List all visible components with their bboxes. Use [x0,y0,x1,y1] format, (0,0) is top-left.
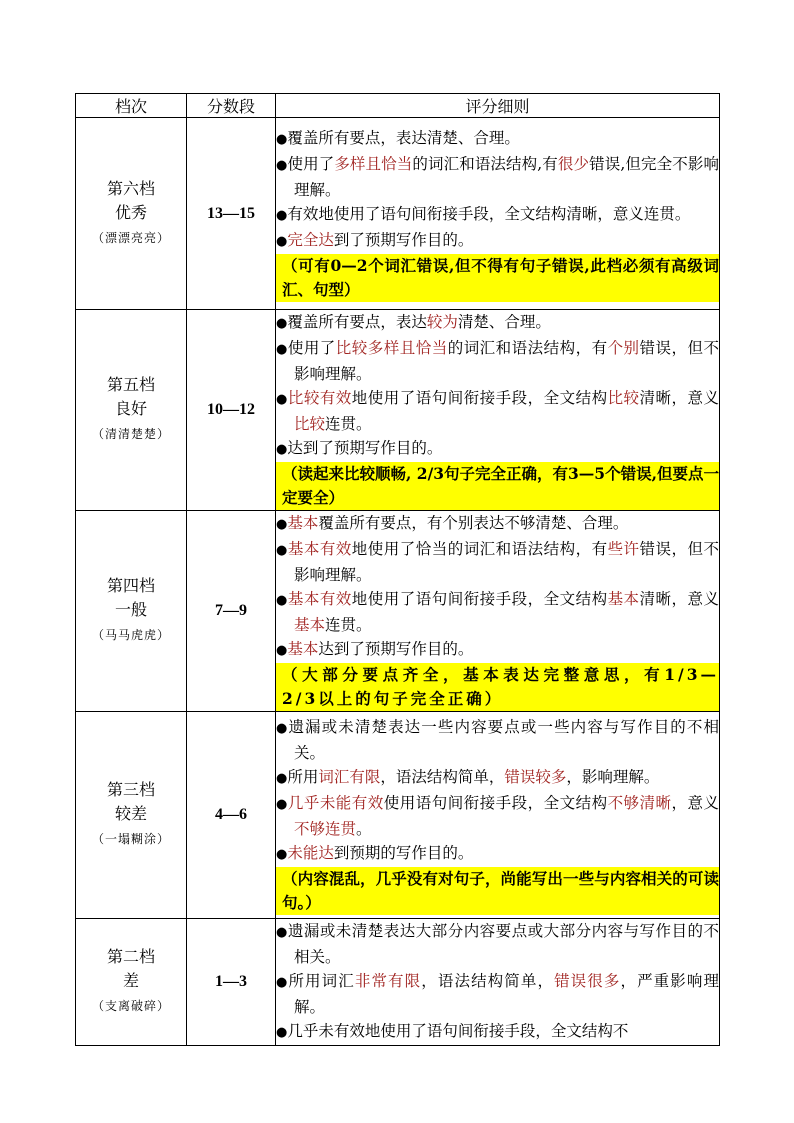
highlighted-phrase: 多样且恰当 [334,154,413,173]
bullet-icon: ● [276,643,288,658]
table-row [76,919,720,1046]
level-cell [76,310,187,511]
level-name: 第四档 [106,576,155,595]
level-name: 第三档 [106,780,155,799]
score-range: 1—3 [187,919,276,1046]
highlighted-phrase: 比较 [607,389,640,407]
criteria-text: 错误，但不影响理解。 [294,540,719,584]
level-name: 第六档 [106,178,155,198]
criteria-text: ，意义 [671,794,719,812]
criteria-text: 连贯。 [325,415,372,433]
level-quality: （漂漂亮亮） [91,230,170,245]
criteria-text: 到预期的写作目的。 [333,844,474,862]
criteria-text: 覆盖所有要点，表达清楚、合理。 [287,128,520,147]
criteria-cell [276,310,720,511]
table-row [76,712,720,919]
table-row [76,511,720,712]
criteria-item [276,587,719,637]
bullet-icon: ● [276,316,288,331]
highlighted-phrase: 错误很多 [554,972,621,990]
criteria-item [276,537,719,587]
criteria-item [276,152,719,202]
level-label: 一般 [114,600,147,619]
bullet-icon: ● [276,975,289,990]
criteria-item [276,386,719,436]
header-level: 档次 [76,94,187,118]
highlighted-phrase: 很少 [557,154,590,173]
criteria-item [276,436,719,462]
highlighted-phrase: 些许 [607,540,640,558]
criteria-text: 地使用了语句间衔接手段，全文结构 [351,389,608,407]
criteria-item [276,202,719,228]
bullet-icon: ● [276,131,288,147]
criteria-text: 遗漏或未清楚表达一些内容要点或一些内容与写作目的不相关。 [288,718,719,762]
score-range: 10—12 [187,310,276,511]
criteria-text: ，严重影响理解。 [294,972,719,1016]
criteria-cell [276,712,720,919]
criteria-text: 有效地使用了语句间衔接手段，全文结构清晰，意义连贯。 [287,204,691,223]
bullet-icon: ● [276,157,288,173]
criteria-cell [276,118,720,310]
criteria-item [276,715,719,765]
criteria-item [276,919,719,969]
table-row [76,310,720,511]
grading-note: （内容混乱，几乎没有对句子，尚能写出一些与内容相关的可读句。） [276,867,719,915]
highlighted-phrase: 比较多样且恰当 [335,339,448,357]
highlighted-phrase: 基本有效 [287,590,352,608]
highlighted-phrase: 词汇有限 [318,768,381,786]
criteria-item [276,126,719,152]
highlighted-phrase: 基本 [607,590,640,608]
criteria-text: ，语法结构简单， [380,768,505,786]
level-quality: （支离破碎） [91,999,170,1013]
criteria-text: 使用了 [287,339,336,357]
criteria-text: 清楚、合理。 [457,313,551,331]
criteria-text: 所用词汇 [288,972,355,990]
criteria-text: 错误,但完全不影响理解。 [294,154,719,199]
criteria-text: 覆盖所有要点，有个别表达不够清楚、合理。 [318,514,629,532]
highlighted-phrase: 非常有限 [354,972,422,990]
highlighted-phrase: 几乎未能有效 [287,794,384,812]
criteria-cell [276,511,720,712]
bullet-icon: ● [276,721,289,736]
criteria-item [276,336,719,386]
criteria-text: 地使用了语句间衔接手段，全文结构 [351,590,608,608]
bullet-icon: ● [276,543,288,558]
criteria-text: 所用 [287,768,319,786]
bullet-icon: ● [276,442,288,457]
criteria-text: ，语法结构简单， [421,972,555,990]
criteria-text: 的词汇和语法结构，有 [447,339,608,357]
bullet-icon: ● [276,771,288,786]
criteria-item [276,228,719,254]
grading-note: （读起来比较顺畅, 2/3句子完全正确，有3—5个错误,但要点一定要全） [276,462,719,510]
highlighted-phrase: 不够清晰 [607,794,672,812]
level-label: 优秀 [114,202,147,222]
bullet-icon: ● [276,847,288,862]
level-label: 较差 [114,804,147,823]
table-header-row [76,94,720,118]
criteria-text: 到了预期写作目的。 [333,230,474,249]
score-range: 4—6 [187,712,276,919]
bullet-icon: ● [276,517,288,532]
scoring-rubric-table [75,93,720,1046]
bullet-icon: ● [276,392,288,407]
bullet-icon: ● [276,925,288,940]
criteria-text: 覆盖所有要点，表达 [287,313,427,331]
level-quality: （马马虎虎） [91,628,170,642]
highlighted-phrase: 比较有效 [287,389,352,407]
level-quality: （清清楚楚） [91,427,170,441]
bullet-icon: ● [276,207,288,223]
level-name: 第五档 [106,375,155,394]
highlighted-phrase: 未能达 [287,844,334,862]
criteria-item [276,637,719,663]
level-quality: （一塌糊涂） [91,832,170,846]
level-label: 良好 [114,399,147,418]
grading-note: （可有0—2个词汇错误,但不得有句子错误,此档必须有高级词汇、句型） [276,254,719,302]
highlighted-phrase: 完全达 [287,230,334,249]
bullet-icon: ● [276,797,288,812]
highlighted-phrase: 比较 [294,415,326,433]
level-cell [76,511,187,712]
criteria-text: 清晰，意义 [639,590,719,608]
header-score: 分数段 [187,94,276,118]
level-cell [76,118,187,310]
criteria-item [276,841,719,867]
criteria-item [276,1019,719,1045]
highlighted-phrase: 基本 [287,640,319,658]
criteria-cell [276,919,720,1046]
highlighted-phrase: 不够连贯 [294,820,357,838]
criteria-text: 的词汇和语法结构,有 [412,154,558,173]
table-row [76,118,720,310]
highlighted-phrase: 基本有效 [287,540,352,558]
criteria-text: 地使用了恰当的词汇和语法结构，有 [351,540,608,558]
highlighted-phrase: 个别 [607,339,640,357]
score-range: 13—15 [187,118,276,310]
criteria-text: 遗漏或未清楚表达大部分内容要点或大部分内容与写作目的不相关。 [287,922,719,966]
criteria-text: 连贯。 [325,616,372,634]
criteria-text: 清晰，意义 [639,389,719,407]
criteria-text: 使用了 [287,154,335,173]
criteria-text: 几乎未有效地使用了语句间衔接手段，全文结构不 [287,1022,629,1040]
bullet-icon: ● [276,342,288,357]
highlighted-phrase: 错误较多 [504,768,567,786]
highlighted-phrase: 基本 [294,616,326,634]
criteria-item [276,969,719,1019]
level-cell [76,712,187,919]
bullet-icon: ● [276,1025,288,1040]
criteria-text: ，影响理解。 [566,768,660,786]
criteria-item [276,511,719,537]
criteria-text: 。 [356,820,372,838]
criteria-text: 达到了预期写作目的。 [287,439,443,457]
level-label: 差 [122,971,139,990]
header-detail: 评分细则 [276,94,720,118]
bullet-icon: ● [276,233,288,249]
highlighted-phrase: 较为 [426,313,458,331]
criteria-text: 使用语句间衔接手段，全文结构 [383,794,608,812]
grading-note: （大部分要点齐全，基本表达完整意思，有1/3—2/3以上的句子完全正确） [276,663,719,711]
criteria-item [276,310,719,336]
criteria-item [276,791,719,841]
level-cell [76,919,187,1046]
level-name: 第二档 [106,947,155,966]
highlighted-phrase: 基本 [287,514,319,532]
criteria-text: 达到了预期写作目的。 [318,640,474,658]
criteria-item [276,765,719,791]
bullet-icon: ● [276,593,288,608]
score-range: 7—9 [187,511,276,712]
criteria-text: 错误，但不影响理解。 [294,339,719,383]
